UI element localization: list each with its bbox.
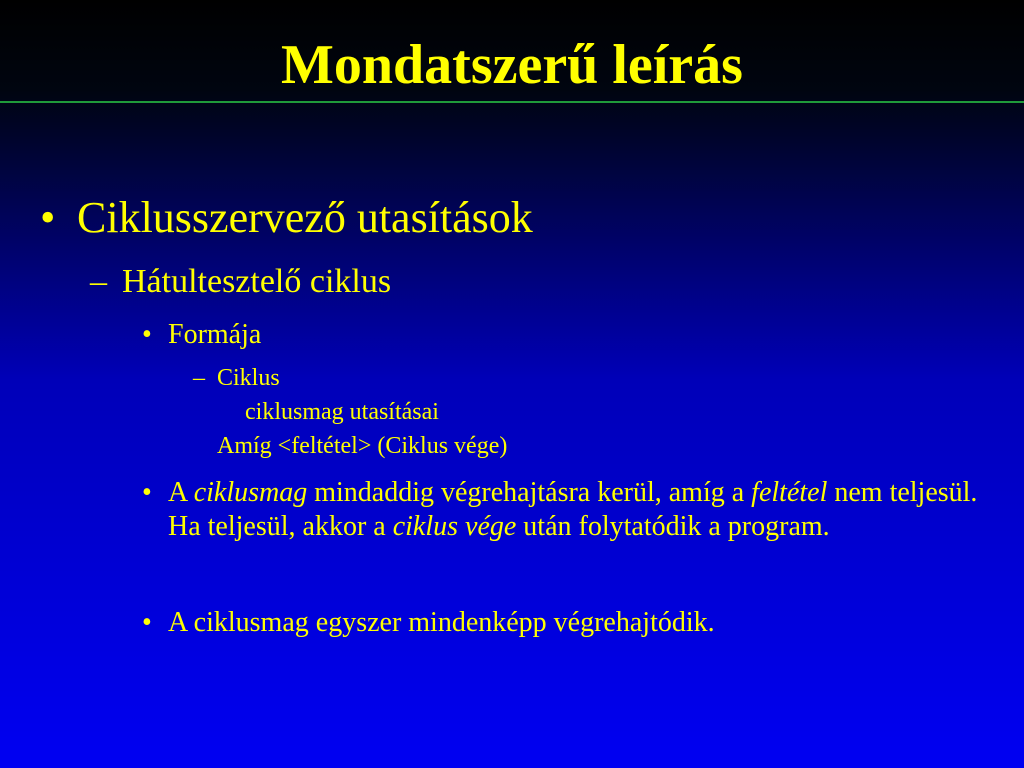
bullet-text: Ciklusszervező utasítások [77, 193, 533, 242]
paragraph-text: nem teljesül. Ha teljesül, akkor a [168, 477, 978, 542]
bullet-text: Hátultesztelő ciklus [122, 263, 392, 300]
code-line-2: ciklusmag utasításai [245, 399, 439, 425]
paragraph-text: mindaddig végrehajtásra kerül, amíg a [307, 477, 752, 508]
paragraph-ciklusmag [168, 476, 1008, 544]
bullet-icon: • [142, 607, 152, 638]
bullet-text: Formája [168, 319, 262, 350]
code-line-3: Amíg <feltétel> (Ciklus vége) [217, 433, 508, 459]
emphasis-ciklusmag: ciklusmag [193, 477, 308, 508]
paragraph-text: után folytatódik a program. [516, 511, 830, 542]
emphasis-ciklus-vege: ciklus vége [392, 511, 517, 542]
bullet-icon: • [40, 193, 56, 242]
dash-icon: – [90, 263, 107, 300]
paragraph-text: A [168, 477, 194, 508]
paragraph-egyszer: A ciklusmag egyszer mindenképp végrehajtódik. [168, 607, 715, 638]
title-divider [0, 101, 1024, 103]
bullet-icon: • [142, 477, 152, 508]
bullet-icon: • [142, 319, 152, 350]
emphasis-feltetel: feltétel [751, 477, 828, 508]
code-line-1: Ciklus [217, 365, 280, 391]
dash-icon: – [193, 365, 205, 391]
slide-title: Mondatszerű leírás [281, 34, 743, 96]
